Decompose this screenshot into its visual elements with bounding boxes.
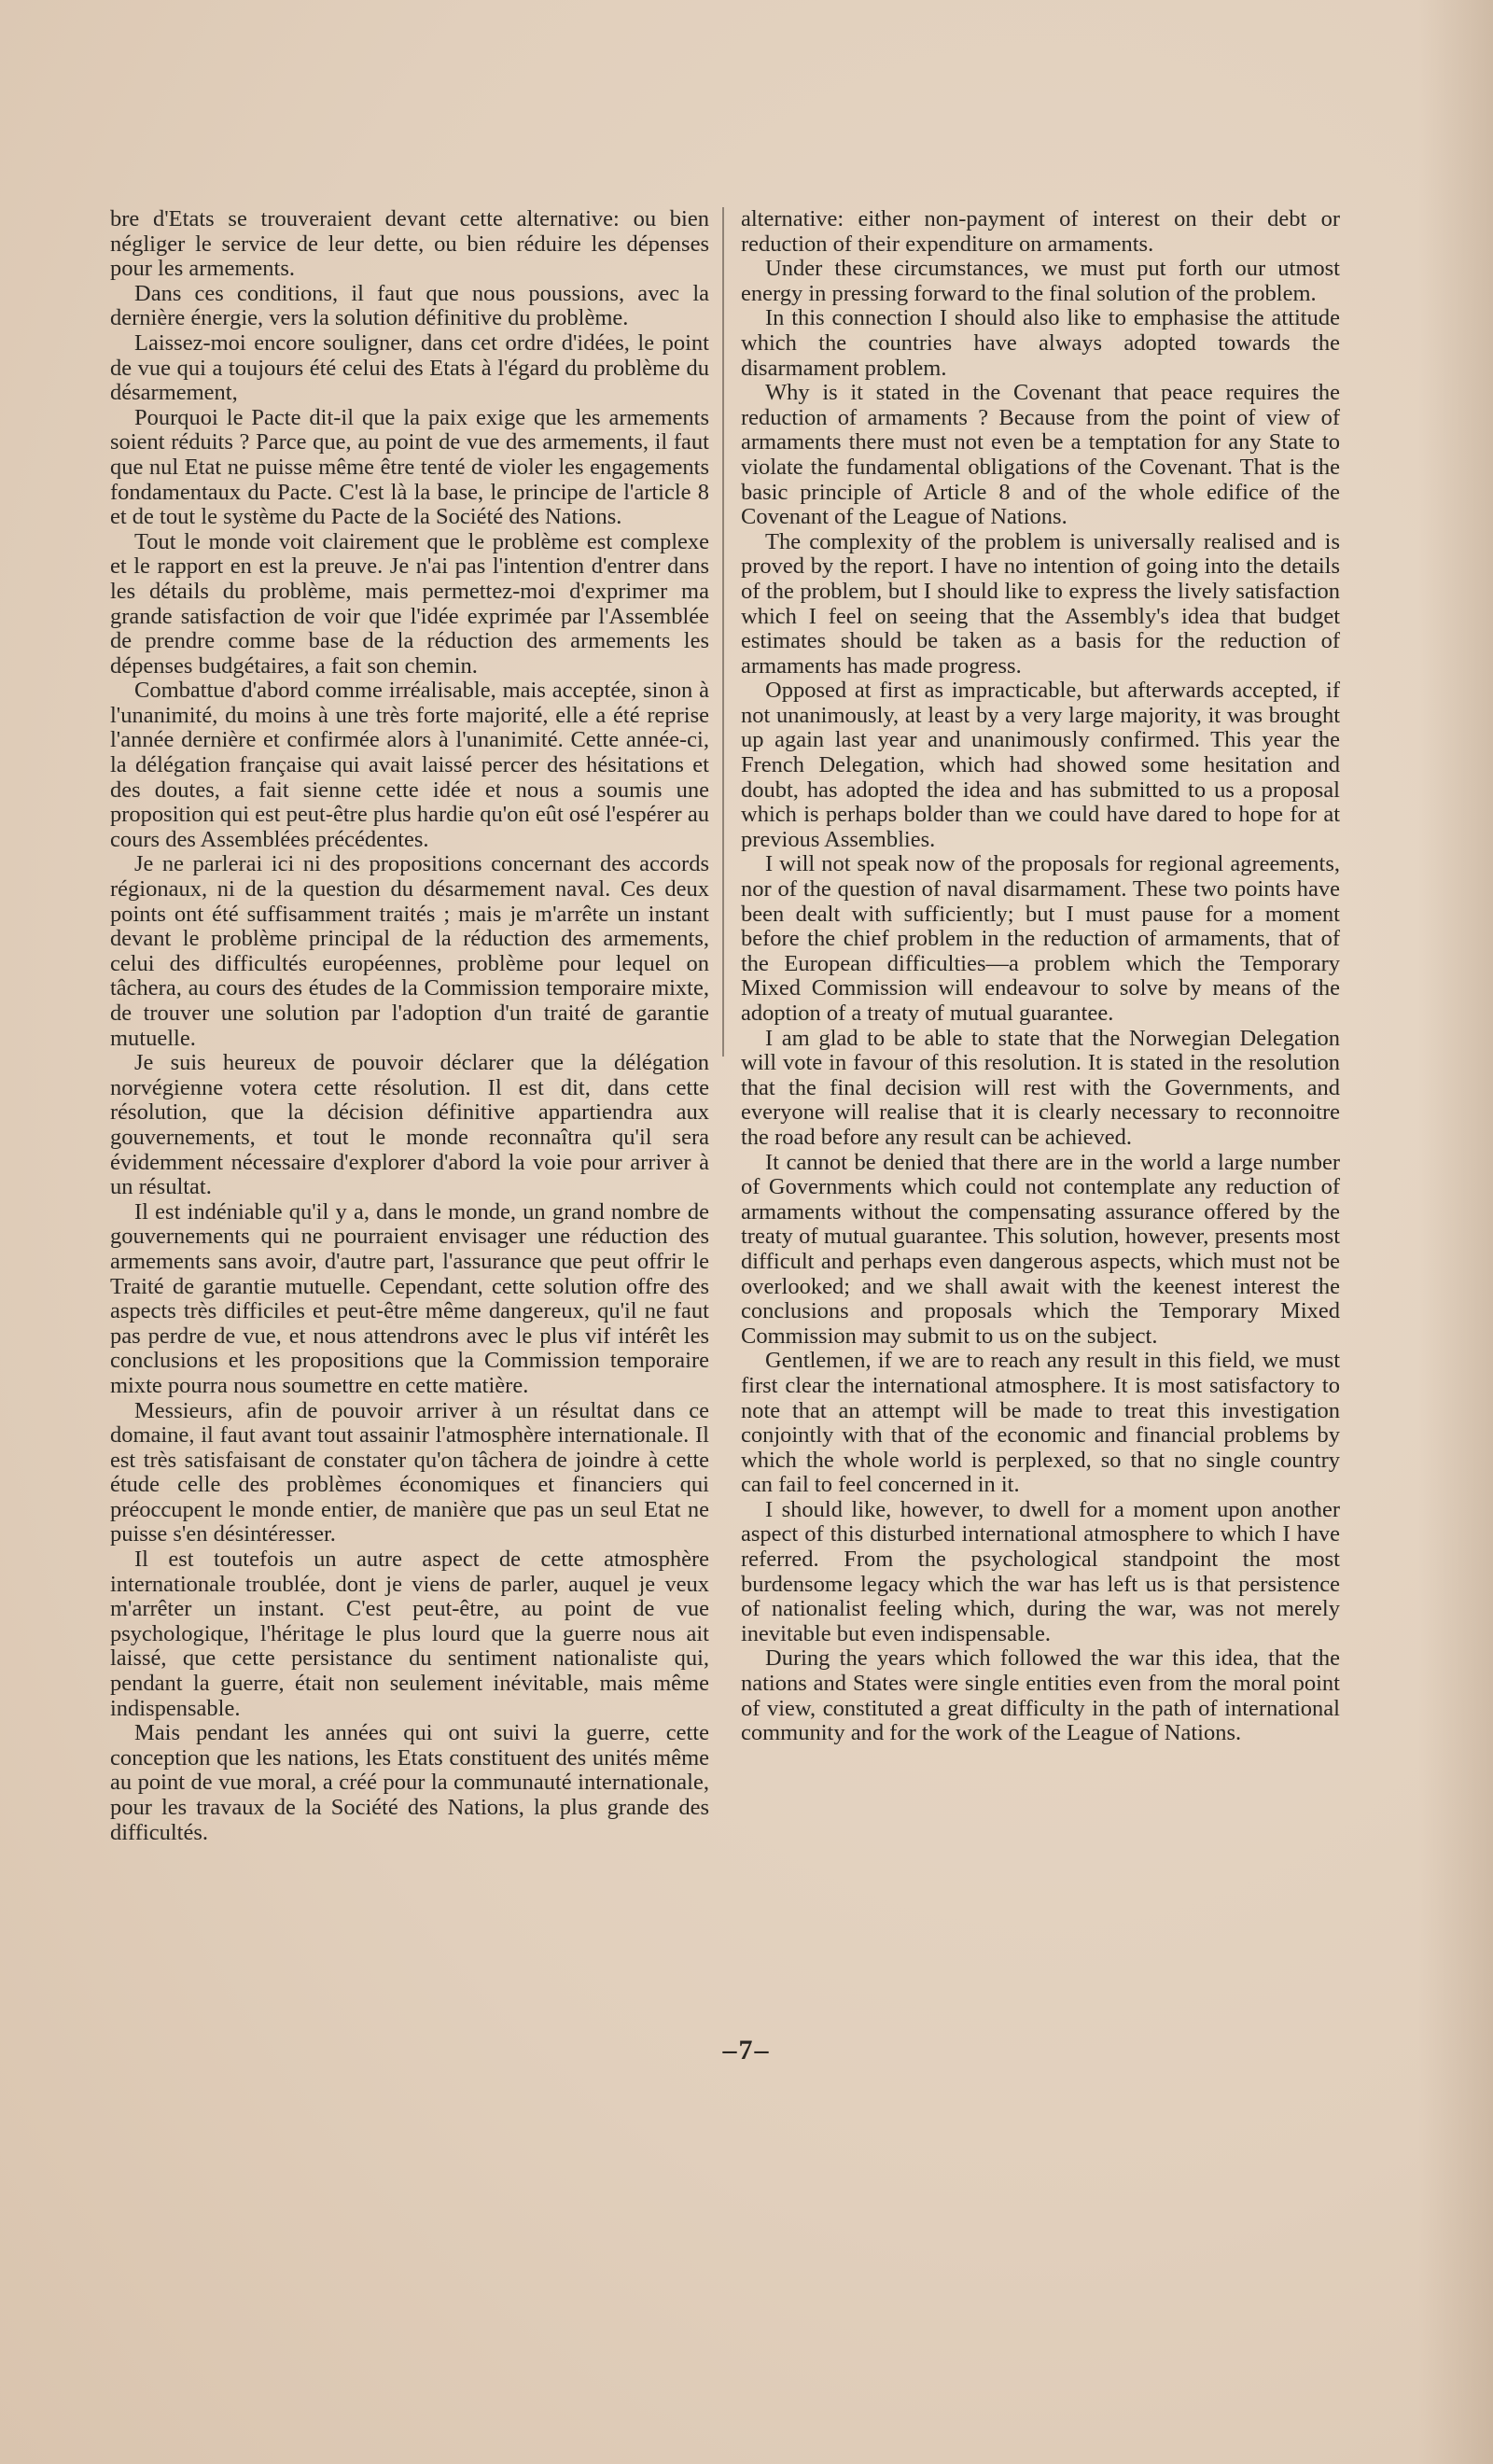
french-paragraph: Il est toutefois un autre aspect de cette atmosphère internationale troublée, dont je viens de parler, auquel je veux m'arrêter un instant. C'est peut-être, au point de vue psychologique, l'héritage le plus lourd que la guerre nous ait laissé, que cette persistance du sentiment nationaliste qui, pendant la guerre, était non seulement inévitable, mais même indispensable. — [110, 1547, 709, 1721]
french-paragraph: Je ne parlerai ici ni des propositions concernant des accords régionaux, ni de la question du désarmement naval. Ces deux points ont été suffisamment traités ; mais je m'arrête un instant devant le problème principal de la réduction des armements, celui des difficultés européennes, problème pour lequel on tâchera, au cours des études de la Commission temporaire mixte, de trouver une solution par l'adoption d'un traité de garantie mutuelle. — [110, 851, 709, 1051]
english-paragraph: It cannot be denied that there are in the world a large number of Governments which could not contemplate any reduction of armaments without the compensating assurance offered by the treaty of mutual guarantee. This solution, however, presents most difficult and perhaps even dangerous aspects, which must not be overlooked; and we shall await with the keenest interest the conclusions and proposals which the Temporary Mixed Commission may submit to us on the subject. — [741, 1149, 1340, 1349]
french-paragraph: Pourquoi le Pacte dit-il que la paix exige que les armements soient réduits ? Parce que, au point de vue des armements, il faut que nul Etat ne puisse même être tenté de violer les engagements fondamentaux du Pacte. C'est là la base, le principe de l'article 8 et de tout le système du Pacte de la Société des Nations. — [110, 404, 709, 530]
french-column — [110, 207, 709, 1845]
french-paragraph: bre d'Etats se trouveraient devant cette alternative: ou bien négliger le service de leur dette, ou bien réduire les dépenses pour les armements. — [110, 206, 709, 282]
english-paragraph: I should like, however, to dwell for a moment upon another aspect of this disturbed international atmosphere to which I have referred. From the psychological standpoint the most burdensome legacy which the war has left us is that persistence of nationalist feeling which, during the war, was not merely inevitable but even indispensable. — [741, 1496, 1340, 1646]
french-paragraph: Combattue d'abord comme irréalisable, mais acceptée, sinon à l'unanimité, du moins à une très forte majorité, elle a été reprise l'année dernière et confirmée alors à l'unanimité. Cette année-ci, la délégation française qui avait laissé percer des hésitations et des doutes, a fait sienne cette idée et nous a soumis une proposition qui est peut-être plus hardie qu'on eût osé l'espérer au cours des Assemblées précédentes. — [110, 678, 709, 852]
french-paragraph: Je suis heureux de pouvoir déclarer que la délégation norvégienne votera cette résolution. Il est dit, dans cette résolution, que la décision définitive appartiendra aux gouvernements, et tout le monde reconnaîtra qu'il sera évidemment nécessaire d'explorer d'abord la voie pour arriver à un résultat. — [110, 1050, 709, 1200]
french-paragraph: Messieurs, afin de pouvoir arriver à un résultat dans ce domaine, il faut avant tout assainir l'atmosphère internationale. Il est très satisfaisant de constater qu'on tâchera de joindre à cette étude celle des problèmes économiques et financiers qui préoccupent le monde entier, de manière que pas un seul Etat ne puisse s'en désintéresser. — [110, 1397, 709, 1547]
page-number: –7– — [722, 2035, 771, 2065]
english-paragraph: Gentlemen, if we are to reach any result in this field, we must first clear the international atmosphere. It is most satisfactory to note that an attempt will be made to treat this investigation conjointly with that of the economic and financial problems by which the whole world is perplexed, so that no single country can fail to feel concerned in it. — [741, 1348, 1340, 1498]
english-paragraph: Opposed at first as impracticable, but afterwards accepted, if not unanimously, at least by a very large majority, it was brought up again last year and unanimously confirmed. This year the French Delegation, which had showed some hesitation and doubt, has adopted the idea and has submitted to us a proposal which is perhaps bolder than we could have dared to hope for at previous Assemblies. — [741, 678, 1340, 852]
column-divider — [722, 207, 724, 1057]
english-paragraph: Under these circumstances, we must put forth our utmost energy in pressing forward to the final solution of the problem. — [741, 256, 1340, 306]
english-paragraph: The complexity of the problem is universally realised and is proved by the report. I have no intention of going into the details of the problem, but I should like to express the lively satisfaction which I feel on seeing that the Assembly's idea that budget estimates should be taken as a basis for the reduction of armaments has made progress. — [741, 528, 1340, 679]
french-paragraph: Tout le monde voit clairement que le problème est complexe et le rapport en est la preuve. Je n'ai pas l'intention d'entrer dans les détails du problème, mais permettez-moi d'exprimer ma grande satisfaction de voir que l'idée exprimée par l'Assemblée de prendre comme base de la réduction des armements les dépenses budgétaires, a fait son chemin. — [110, 528, 709, 679]
english-paragraph: I will not speak now of the proposals for regional agreements, nor of the question of naval disarmament. These two points have been dealt with sufficiently; but I must pause for a moment before the chief problem in the reduction of armaments, that of the European difficulties—a problem which the Temporary Mixed Commission will endeavour to solve by means of the adoption of a treaty of mutual guarantee. — [741, 851, 1340, 1026]
english-paragraph: In this connection I should also like to emphasise the attitude which the countries have always adopted towards the disarmament problem. — [741, 305, 1340, 381]
english-paragraph: Why is it stated in the Covenant that peace requires the reduction of armaments ? Because from the point of view of armaments there must not even be a temptation for any State to violate the fundamental obligations of the Covenant. That is the basic principle of Article 8 and of the whole edifice of the Covenant of the League of Nations. — [741, 380, 1340, 530]
english-column — [741, 207, 1340, 1746]
english-paragraph: I am glad to be able to state that the Norwegian Delegation will vote in favour of this resolution. It is stated in the resolution that the final decision will rest with the Governments, and everyone will realise that it is clearly necessary to reconnoitre the road before any result can be achieved. — [741, 1025, 1340, 1150]
french-paragraph: Laissez-moi encore souligner, dans cet ordre d'idées, le point de vue qui a toujours été celui des Etats à l'égard du problème du désarmement, — [110, 329, 709, 406]
paper-edge-shading — [1418, 0, 1493, 2464]
english-paragraph: alternative: either non-payment of interest on their debt or reduction of their expenditure on armaments. — [741, 206, 1340, 257]
french-paragraph: Il est indéniable qu'il y a, dans le monde, un grand nombre de gouvernements qui ne pourraient envisager une réduction des armements sans avoir, d'autre part, l'assurance que peut offrir le Traité de garantie mutuelle. Cependant, cette solution offre des aspects très difficiles et peut-être même dangereux, qu'il ne faut pas perdre de vue, et nous attendrons avec le plus vif intérêt les conclusions et les propositions que la Commission temporaire mixte pourra nous soumettre en cette matière. — [110, 1198, 709, 1398]
french-paragraph: Dans ces conditions, il faut que nous poussions, avec la dernière énergie, vers la solution définitive du problème. — [110, 280, 709, 331]
french-paragraph: Mais pendant les années qui ont suivi la guerre, cette conception que les nations, les Etats constituent des unités même au point de vue moral, a créé pour la communauté internationale, pour les travaux de la Société des Nations, la plus grande des difficultés. — [110, 1720, 709, 1845]
english-paragraph: During the years which followed the war this idea, that the nations and States were single entities even from the moral point of view, constituted a great difficulty in the path of international community and for the work of the League of Nations. — [741, 1645, 1340, 1746]
